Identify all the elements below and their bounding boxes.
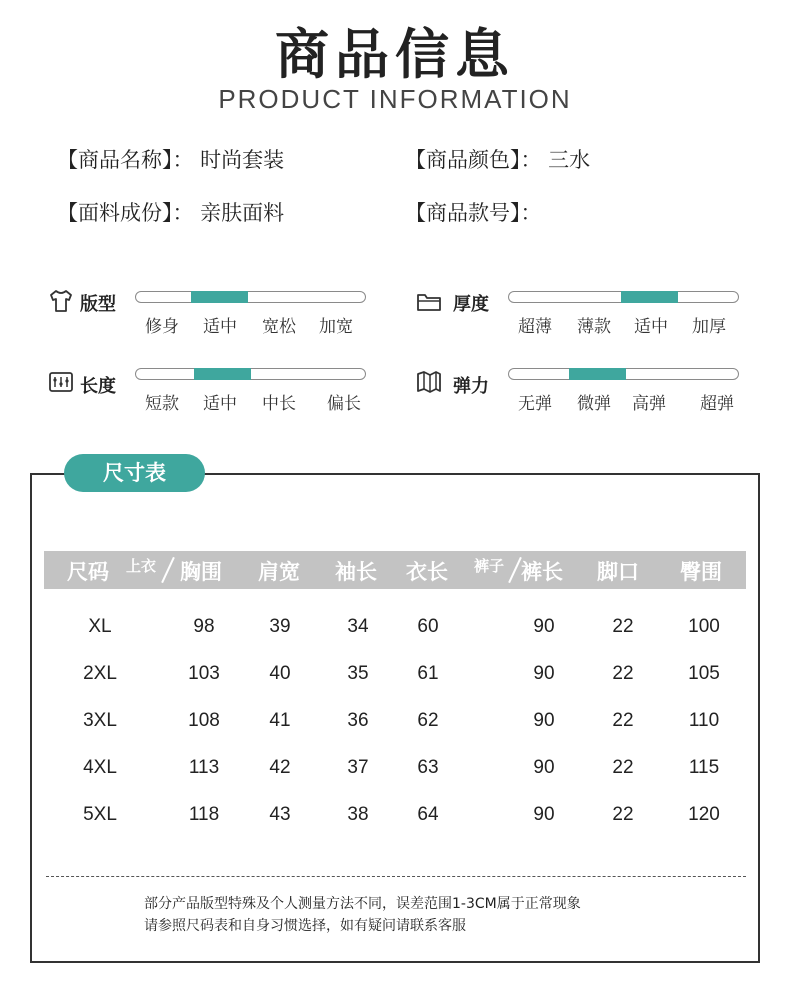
product-fabric: 【面料成份】： 亲肤面料 bbox=[57, 201, 285, 225]
cell-hem: 22 bbox=[612, 663, 634, 684]
cell-sleeve: 35 bbox=[347, 663, 369, 684]
size-note-line1: 部分产品版型特殊及个人测量方法不同，误差范围1-3CM属于正常现象 bbox=[144, 896, 581, 912]
thickness-option: 超薄 bbox=[518, 317, 552, 337]
cell-hem: 22 bbox=[612, 616, 634, 637]
product-color: 【商品颜色】： 三水 bbox=[405, 148, 591, 172]
header-top-length: 衣长 bbox=[406, 560, 448, 584]
fit-slider bbox=[135, 291, 366, 303]
elasticity-option: 高弹 bbox=[632, 394, 666, 414]
cell-sleeve: 38 bbox=[347, 804, 369, 825]
length-slider-fill bbox=[194, 368, 251, 380]
fit-slider-fill bbox=[191, 291, 248, 303]
cell-shoulder: 41 bbox=[269, 710, 291, 731]
cell-top-length: 64 bbox=[417, 804, 439, 825]
cell-chest: 118 bbox=[188, 804, 220, 825]
cell-shoulder: 42 bbox=[269, 757, 291, 778]
cell-size: 3XL bbox=[83, 710, 117, 731]
size-chart-tab: 尺寸表 bbox=[64, 454, 205, 492]
ruler-icon bbox=[48, 369, 74, 395]
cell-pants-length: 90 bbox=[533, 757, 555, 778]
cell-sleeve: 36 bbox=[347, 710, 369, 731]
header-shoulder: 肩宽 bbox=[258, 560, 300, 584]
elasticity-slider bbox=[508, 368, 739, 380]
thickness-slider-fill bbox=[621, 291, 678, 303]
cell-top-length: 61 bbox=[417, 663, 439, 684]
header-sleeve: 袖长 bbox=[335, 560, 377, 584]
cell-hip: 115 bbox=[688, 757, 720, 778]
cell-chest: 108 bbox=[188, 710, 220, 731]
thickness-option: 加厚 bbox=[692, 317, 726, 337]
elasticity-option: 无弹 bbox=[518, 394, 552, 414]
elasticity-label: 弹力 bbox=[453, 376, 489, 397]
cell-hem: 22 bbox=[612, 804, 634, 825]
cell-shoulder: 43 bbox=[269, 804, 291, 825]
header-hem: 脚口 bbox=[597, 560, 639, 584]
cell-size: 4XL bbox=[83, 757, 117, 778]
header-chest: 胸围 bbox=[180, 560, 222, 584]
product-name: 【商品名称】： 时尚套装 bbox=[57, 148, 285, 172]
cell-hip: 120 bbox=[688, 804, 720, 825]
thickness-slider bbox=[508, 291, 739, 303]
length-option: 适中 bbox=[203, 394, 237, 414]
cell-shoulder: 40 bbox=[269, 663, 291, 684]
header-hip: 臀围 bbox=[680, 560, 722, 584]
cell-chest: 113 bbox=[188, 757, 220, 778]
cell-top-length: 63 bbox=[417, 757, 439, 778]
cell-hip: 110 bbox=[688, 710, 720, 731]
cell-hem: 22 bbox=[612, 710, 634, 731]
cell-pants-length: 90 bbox=[533, 804, 555, 825]
thickness-option: 薄款 bbox=[577, 317, 611, 337]
tshirt-icon bbox=[48, 288, 74, 314]
cell-chest: 98 bbox=[193, 616, 215, 637]
thickness-option: 适中 bbox=[634, 317, 668, 337]
cell-chest: 103 bbox=[188, 663, 220, 684]
cell-top-length: 60 bbox=[417, 616, 439, 637]
map-icon bbox=[416, 369, 442, 395]
elasticity-option: 超弹 bbox=[700, 394, 734, 414]
cell-shoulder: 39 bbox=[269, 616, 291, 637]
cell-size: XL bbox=[88, 616, 112, 637]
page-subtitle: PRODUCT INFORMATION bbox=[218, 84, 572, 114]
fit-option: 加宽 bbox=[319, 317, 353, 337]
fit-option: 适中 bbox=[203, 317, 237, 337]
cell-sleeve: 34 bbox=[347, 616, 369, 637]
page-title: 商品信息 bbox=[275, 23, 515, 86]
header-group-pants: 裤子 bbox=[474, 557, 505, 575]
folder-icon bbox=[416, 289, 442, 315]
elasticity-option: 微弹 bbox=[577, 394, 611, 414]
length-option: 中长 bbox=[262, 394, 296, 414]
cell-hip: 100 bbox=[688, 616, 720, 637]
cell-pants-length: 90 bbox=[533, 710, 555, 731]
fit-label: 版型 bbox=[80, 294, 116, 315]
length-option: 短款 bbox=[145, 394, 179, 414]
length-slider bbox=[135, 368, 366, 380]
product-model: 【商品款号】： bbox=[405, 201, 542, 225]
cell-hip: 105 bbox=[688, 663, 720, 684]
length-option: 偏长 bbox=[327, 394, 361, 414]
cell-sleeve: 37 bbox=[347, 757, 369, 778]
cell-hem: 22 bbox=[612, 757, 634, 778]
elasticity-slider-fill bbox=[569, 368, 626, 380]
size-note-line2: 请参照尺码表和自身习惯选择，如有疑问请联系客服 bbox=[144, 918, 466, 934]
cell-size: 5XL bbox=[83, 804, 117, 825]
cell-pants-length: 90 bbox=[533, 663, 555, 684]
header-group-top: 上衣 bbox=[126, 557, 157, 575]
length-label: 长度 bbox=[80, 376, 116, 397]
cell-top-length: 62 bbox=[417, 710, 439, 731]
fit-option: 宽松 bbox=[262, 317, 296, 337]
cell-size: 2XL bbox=[83, 663, 117, 684]
thickness-label: 厚度 bbox=[453, 294, 489, 315]
header-pants-length: 裤长 bbox=[521, 560, 563, 584]
size-chart-divider bbox=[46, 876, 746, 877]
header-size: 尺码 bbox=[67, 560, 109, 584]
cell-pants-length: 90 bbox=[533, 616, 555, 637]
fit-option: 修身 bbox=[145, 317, 179, 337]
